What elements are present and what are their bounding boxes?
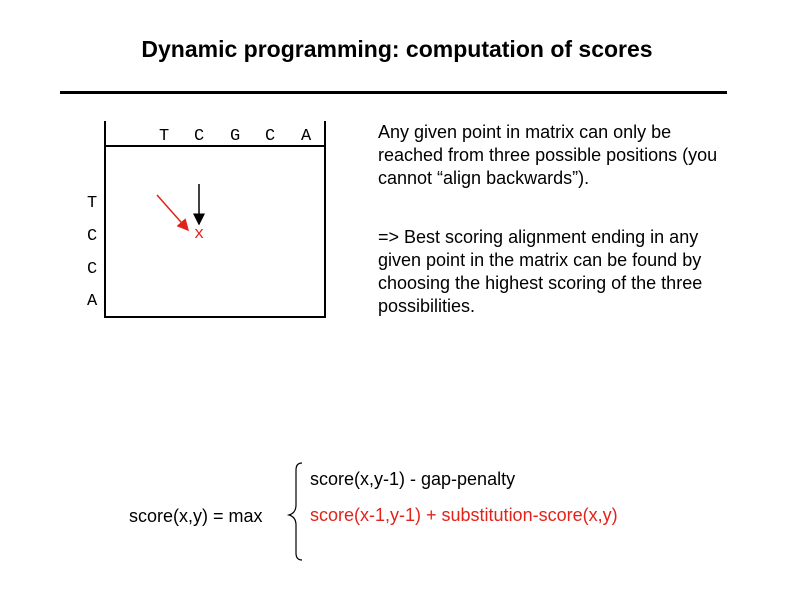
column-header: C (265, 127, 276, 146)
row-header: T (87, 194, 98, 213)
row-header: A (87, 292, 98, 311)
column-header: C (194, 127, 205, 146)
formula-option-gap: score(x,y-1) - gap-penalty (310, 469, 516, 489)
formula-option-substitution: score(x-1,y-1) + substitution-score(x,y) (310, 505, 618, 525)
row-header: C (87, 227, 98, 246)
column-header: A (301, 127, 312, 146)
row-header: C (87, 260, 98, 279)
target-cell-marker: x (194, 225, 205, 244)
column-header: T (159, 127, 170, 146)
diagonal-arrow (157, 195, 188, 230)
explanation-paragraph-2: => Best scoring alignment ending in any given point in the matrix can be found by choosing the highest scoring of the three possibilities. (378, 227, 703, 316)
formula-lhs: score(x,y) = max (129, 506, 263, 526)
formula-brace (289, 463, 302, 560)
explanation-paragraph-1: Any given point in matrix can only be reached from three possible positions (you cannot “align backwards”). (378, 122, 718, 188)
column-header: G (230, 127, 241, 146)
slide-title: Dynamic programming: computation of scores (141, 36, 653, 62)
